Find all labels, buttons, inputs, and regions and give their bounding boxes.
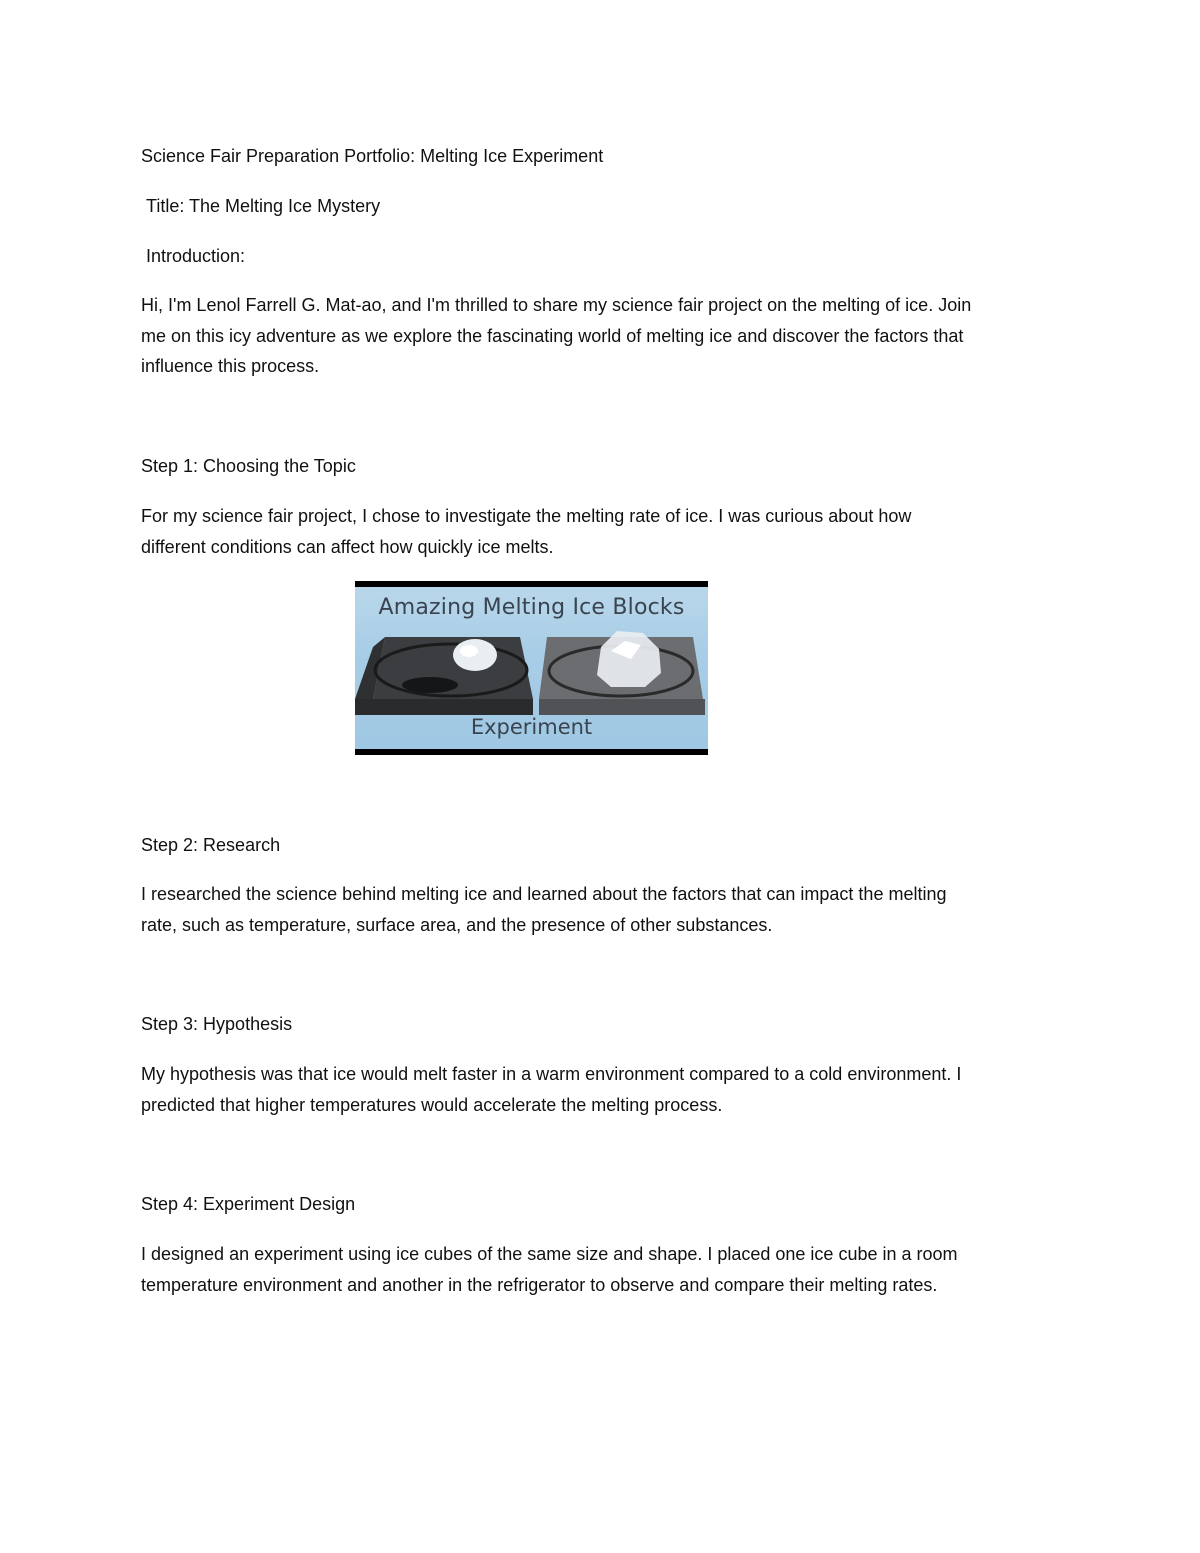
step1-paragraph [141,501,911,562]
step4-heading: Step 4: Experiment Design [141,1194,356,1214]
step2-line: rate, such as temperature, surface area, and the presence of other substances. [141,914,773,935]
figure-image [355,587,708,749]
step4-line: I designed an experiment using ice cubes of the same size and shape. I placed one ice cube in a room [141,1244,958,1264]
step2-line: I researched the science behind melting ice and learned about the factors that can impact the melting [141,884,947,904]
step2-heading: Step 2: Research [141,835,281,855]
intro-line: influence this process. [141,356,320,376]
step2-paragraph [141,879,946,940]
figure-title: Amazing Melting Ice Blocks [378,595,685,620]
step4-paragraph [141,1239,958,1300]
figure-caption: Experiment [470,715,593,739]
left-meltwater [402,677,458,693]
step1-line: For my science fair project, I chose to investigate the melting rate of ice. I was curious about how [141,506,912,526]
title-line: Title: The Melting Ice Mystery [146,196,381,216]
doc-title: Science Fair Preparation Portfolio: Melting Ice Experiment [141,146,604,166]
step3-line: predicted that higher temperatures would accelerate the melting process. [141,1094,723,1115]
melting-ice-figure [355,581,708,755]
right-block-side [539,699,705,715]
left-ice-highlight [460,645,478,657]
left-block-side [355,699,533,715]
intro-line: Hi, I'm Lenol Farrell G. Mat-ao, and I'm thrilled to share my science fair project on the melting of ice. Join [141,295,972,315]
intro-paragraph [141,290,971,382]
step3-heading: Step 3: Hypothesis [141,1014,293,1034]
step4-line: temperature environment and another in the refrigerator to observe and compare their melting rates. [141,1274,938,1295]
intro-line: me on this icy adventure as we explore the fascinating world of melting ice and discover the factors that [141,325,964,346]
intro-heading: Introduction: [146,246,246,266]
step3-paragraph [141,1059,961,1120]
step1-line: different conditions can affect how quickly ice melts. [141,536,554,557]
step1-heading: Step 1: Choosing the Topic [141,456,356,476]
step3-line: My hypothesis was that ice would melt faster in a warm environment compared to a cold environment. I [141,1064,962,1084]
